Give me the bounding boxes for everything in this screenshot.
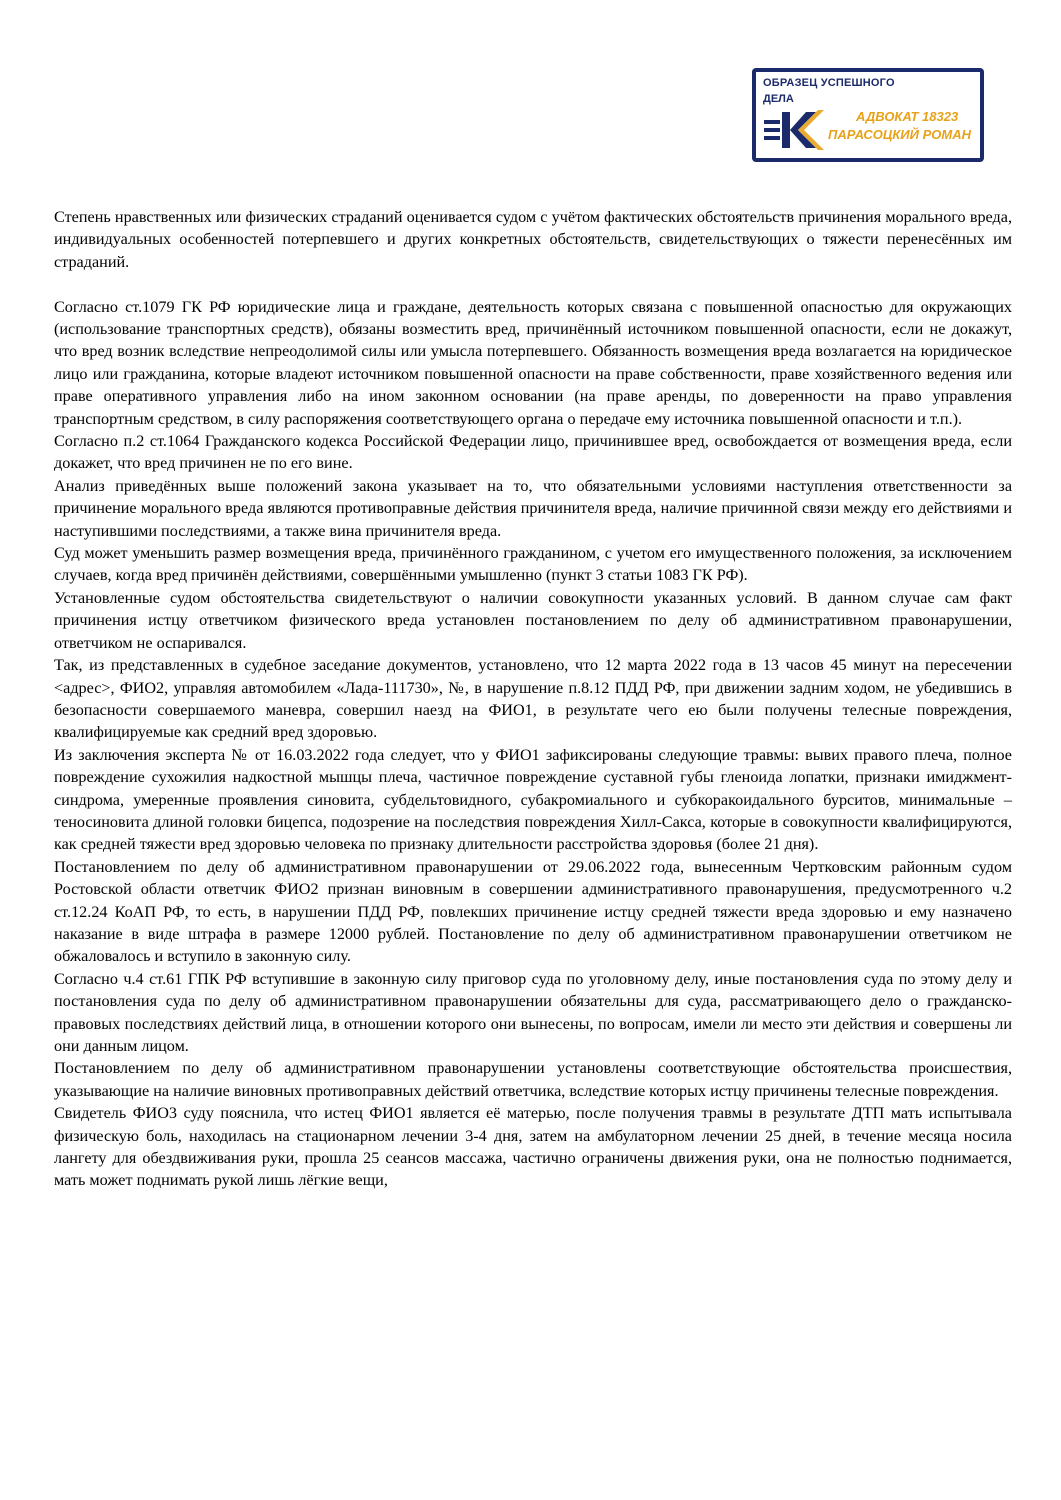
advocate-stamp (752, 68, 984, 162)
law-firm-logo-icon (762, 108, 826, 152)
paragraph: Постановлением по делу об административном правонарушении от 29.06.2022 года, вынесенным Чертковским районным судом Ростовской области ответчик ФИО2 признан виновным в совершении административного правонарушения, предусмотренного ч.2 ст.12.24 КоАП РФ, то есть, в нарушении ПДД РФ, повлекших причинение истцу средней тяжести вреда здоровью и ему назначено наказание в виде штрафа в размере 12000 рублей. Постановление по делу об административном правонарушении ответчиком не обжаловалось и вступило в законную силу. (54, 857, 1012, 966)
paragraph: Согласно ст.1079 ГК РФ юридические лица и граждане, деятельность которых связана с повышенной опасностью для окружающих (использование транспортных средств), обязаны возместить вред, причинённый источником повышенной опасности, если не докажут, что вред возник вследствие непреодолимой силы или умысла потерпевшего. Обязанность возмещения вреда возлагается на юридическое лицо или гражданина, которые владеют источником повышенной опасности на праве собственности, праве хозяйственного ведения или праве оперативного управления либо на ином законном основании (на праве аренды, по доверенности на право управления транспортным средством, в силу распоряжения соответствующего органа о передаче ему источника повышенной опасности и т.п.). (54, 297, 1012, 428)
paragraph: Из заключения эксперта № от 16.03.2022 года следует, что у ФИО1 зафиксированы следующие травмы: вывих правого плеча, полное повреждение сухожилия надкостной мышцы плеча, частичное повреждение суставной губы гленоида лопатки, признаки имиджмент-синдрома, умеренные проявления синовита, субдельтовидного, субакромиального и субкоракоидального бурситов, минимальные – теносиновита длиной головки бицепса, подозрение на последствия повреждения Хилл-Сакса, которые в совокупности квалифицируются, как средней тяжести вред здоровью человека по признаку длительности расстройства здоровья (более 21 дня). (54, 745, 1012, 854)
paragraph: Постановлением по делу об административном правонарушении установлены соответствующие обстоятельства происшествия, указывающие на наличие виновных противоправных действий ответчика, вследствие которых истцу причинены телесные повреждения. (54, 1059, 1012, 1100)
stamp-advocate-name: ПАРАСОЦКИЙ РОМАН (828, 127, 971, 142)
paragraph: Так, из представленных в судебное заседание документов, установлено, что 12 марта 2022 года в 13 часов 45 минут на пересечении <адрес>, ФИО2, управляя автомобилем «Лада-111730», №, в нарушение п.8.12 ПДД РФ, при движении задним ходом, не убедившись в безопасности совершаемого маневра, совершил наезд на ФИО1, в результате чего ею были получены телесные повреждения, квалифицируемые как средний вред здоровью. (54, 656, 1012, 742)
stamp-caption-line2: ДЕЛА (763, 93, 794, 105)
paragraph: Согласно ч.4 ст.61 ГПК РФ вступившие в законную силу приговор суда по уголовному делу, иные постановления суда по этому делу и постановления суда по делу об административном правонарушении обязательны для суда, рассматривающего дело о гражданско-правовых последствиях действий лица, в отношении которого они вынесены, по вопросам, имели ли место эти действия и совершены ли они данным лицом. (54, 969, 1012, 1056)
paragraph: Суд может уменьшить размер возмещения вреда, причинённого гражданином, с учетом его имущественного положения, за исключением случаев, когда вред причинён действиями, совершёнными умышленно (пункт 3 статьи 1083 ГК РФ). (54, 544, 1012, 585)
paragraph: Свидетель ФИО3 суду пояснила, что истец ФИО1 является её матерью, после получения травмы в результате ДТП мать испытывала физическую боль, находилась на стационарном лечении 3-4 дня, затем на амбулаторном лечении 25 дней, в течение месяца носила лангету для обездвиживания руки, прошла 25 сеансов массажа, частично ограничены движения руки, она не полностью поднимается, мать может поднимать рукой лишь лёгкие вещи, (54, 1104, 1012, 1190)
stamp-caption-line1: ОБРАЗЕЦ УСПЕШНОГО (763, 77, 895, 89)
paragraph: Анализ приведённых выше положений закона указывает на то, что обязательными условиями наступления ответственности за причинение морального вреда являются противоправные действия причинителя вреда, наличие причинной связи между его действиями и наступившими последствиями, а также вина причинителя вреда. (54, 476, 1012, 540)
document-body (54, 206, 1012, 1192)
paragraph: Согласно п.2 ст.1064 Гражданского кодекса Российской Федерации лицо, причинившее вред, освобождается от возмещения вреда, если докажет, что вред причинен не по его вине. (54, 432, 1012, 473)
stamp-advocate-number: АДВОКАТ 18323 (856, 109, 959, 124)
paragraph: Установленные судом обстоятельства свидетельствуют о наличии совокупности указанных условий. В данном случае сам факт причинения истцу ответчиком физического вреда установлен постановлением по делу об административном правонарушении, ответчиком не оспаривался. (54, 588, 1012, 652)
paragraph: Степень нравственных или физических страданий оценивается судом с учётом фактических обстоятельств причинения морального вреда, индивидуальных особенностей потерпевшего и других конкретных обстоятельств, свидетельствующих о тяжести перенесённых им страданий. (54, 208, 1012, 271)
